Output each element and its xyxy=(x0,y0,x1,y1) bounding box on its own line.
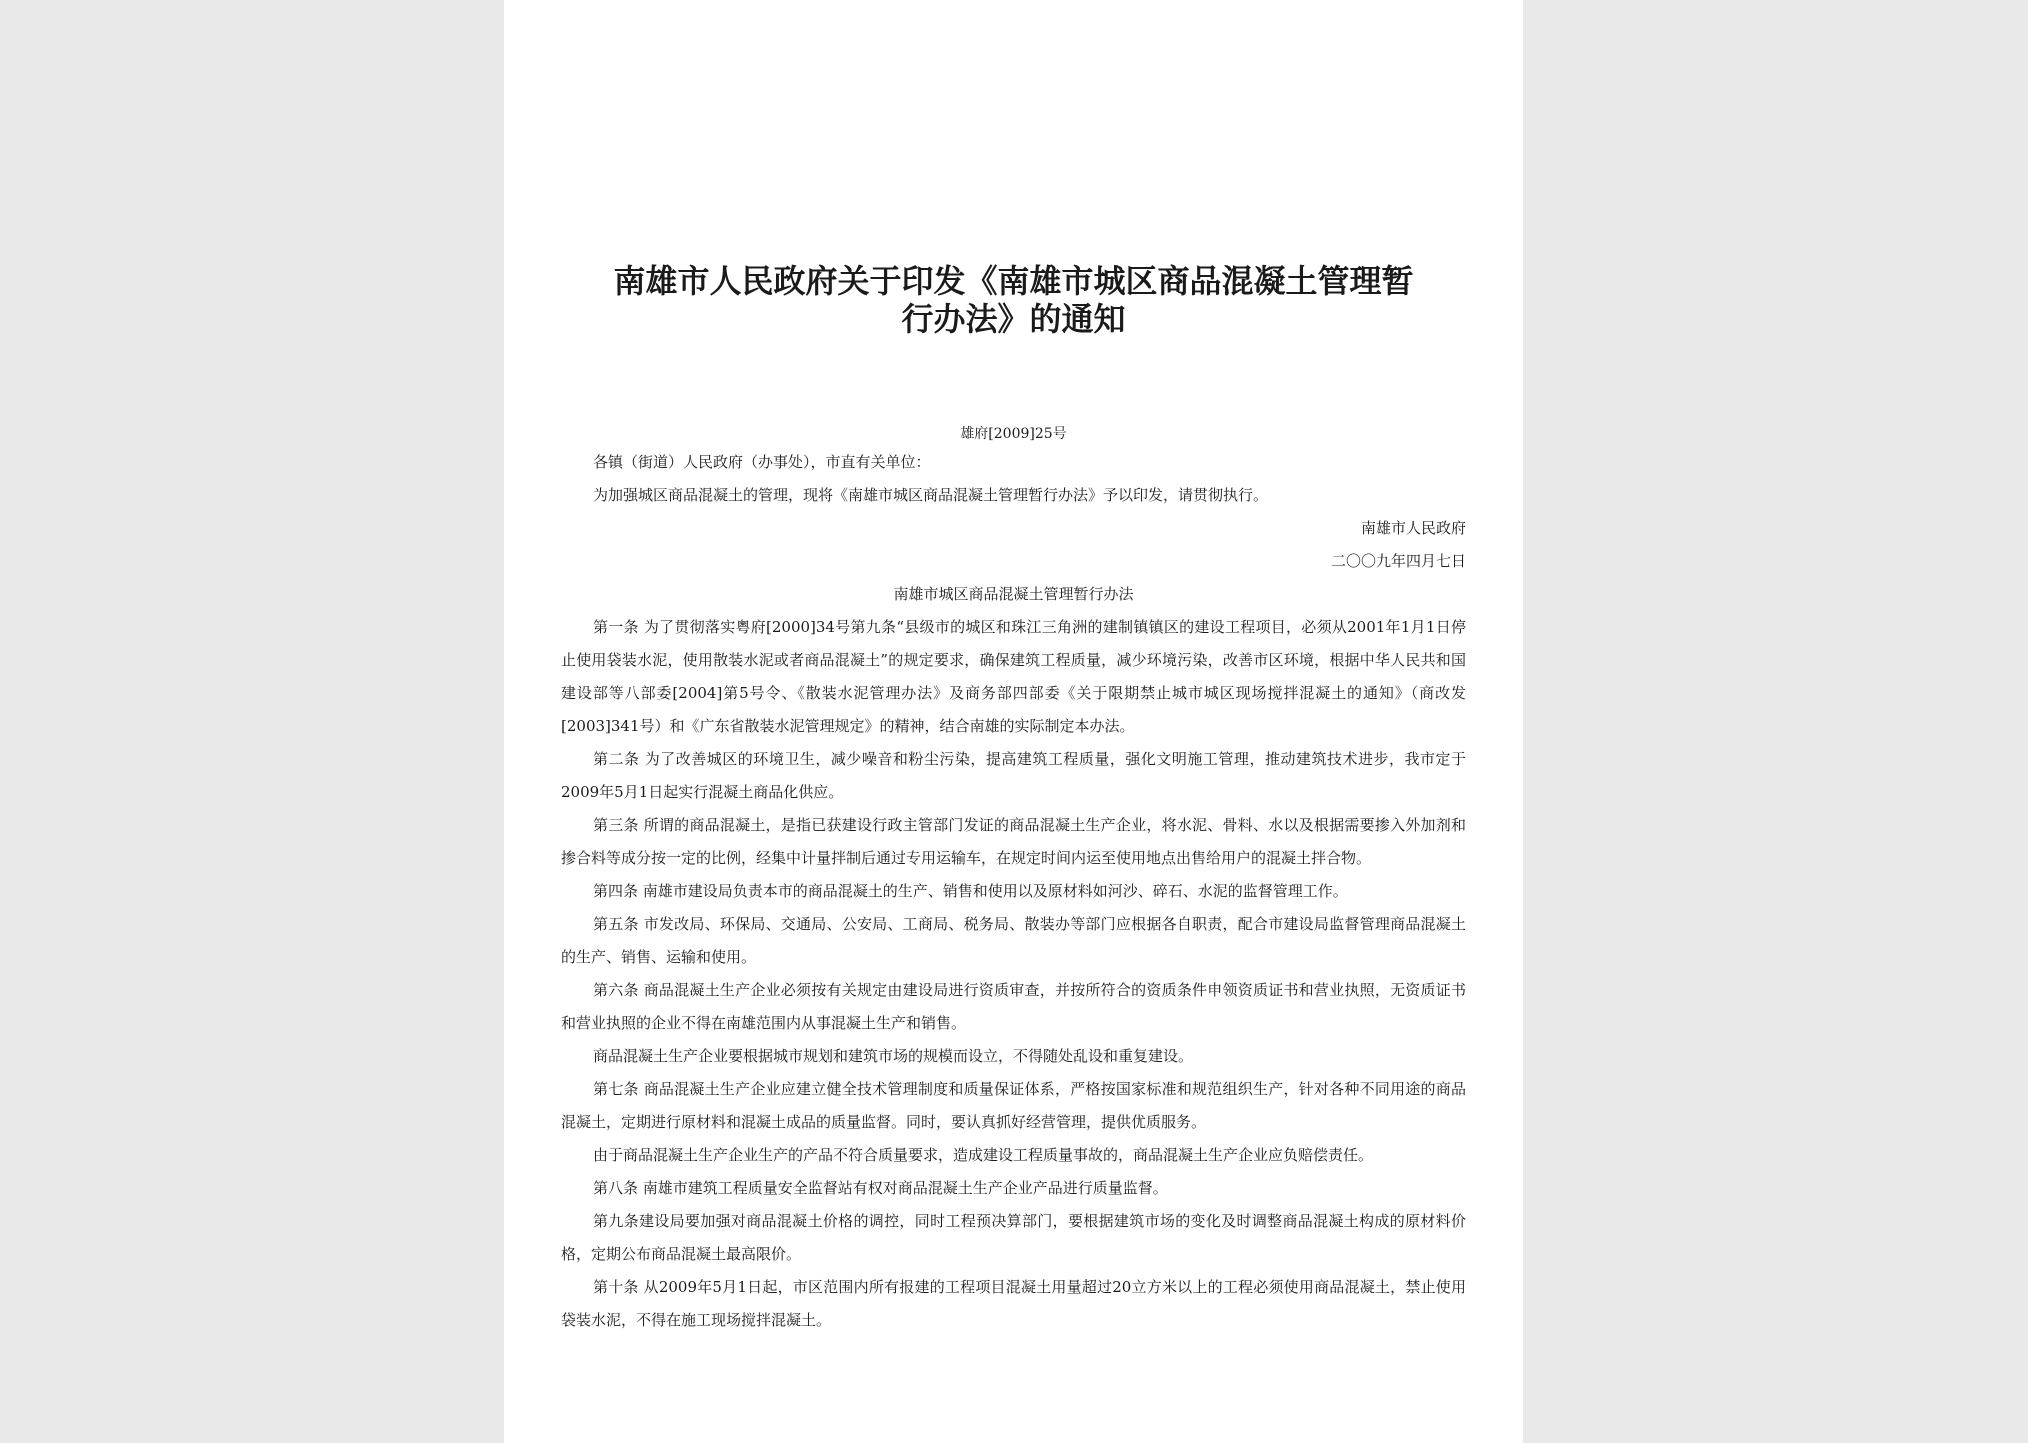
issue-date: 二〇〇九年四月七日 xyxy=(1330,552,1466,570)
document-page xyxy=(504,0,1523,1443)
document-body xyxy=(561,262,1466,1337)
article-paragraph: 第二条 为了改善城区的环境卫生，减少噪音和粉尘污染，提高建筑工程质量，强化文明施工管理，推动建筑技术进步，我市定于2009年5月1日起实行混凝土商品化供应。 xyxy=(561,750,1466,801)
article-paragraph: 第一条 为了贯彻落实粤府[2000]34号第九条“县级市的城区和珠江三角洲的建制镇镇区的建设工程项目，必须从2001年1月1日停止使用袋装水泥，使用散装水泥或者商品混凝土”的规定要求，确保建筑工程质量，减少环境污染，改善市区环境，根据中华人民共和国建设部等八部委[2004]第5号令、《散装水泥管理办法》及商务部四部委《关于限期禁止城市城区现场搅拌混凝土的通知》（商改发[2003]341号）和《广东省散装水泥管理规定》的精神，结合南雄的实际制定本办法。 xyxy=(561,618,1466,735)
article-paragraph: 由于商品混凝土生产企业生产的产品不符合质量要求，造成建设工程质量事故的，商品混凝土生产企业应负赔偿责任。 xyxy=(593,1146,1374,1164)
document-number: 雄府[2009]25号 xyxy=(960,426,1067,442)
article-paragraph: 第四条 南雄市建设局负责本市的商品混凝土的生产、销售和使用以及原材料如河沙、碎石、水泥的监督管理工作。 xyxy=(593,882,1348,900)
article-paragraph: 第七条 商品混凝土生产企业应建立健全技术管理制度和质量保证体系，严格按国家标准和规范组织生产，针对各种不同用途的商品混凝土，定期进行原材料和混凝土成品的质量监督。同时，要认真抓好经营管理，提供优质服务。 xyxy=(561,1080,1466,1131)
article-paragraph: 第八条 南雄市建筑工程质量安全监督站有权对商品混凝土生产企业产品进行质量监督。 xyxy=(593,1179,1168,1197)
article-paragraph: 第三条 所谓的商品混凝土，是指已获建设行政主管部门发证的商品混凝土生产企业，将水泥、骨料、水以及根据需要掺入外加剂和掺合料等成分按一定的比例，经集中计量拌制后通过专用运输车，在规定时间内运至使用地点出售给用户的混凝土拌合物。 xyxy=(561,816,1466,867)
intro-paragraph: 为加强城区商品混凝土的管理，现将《南雄市城区商品混凝土管理暂行办法》予以印发，请贯彻执行。 xyxy=(593,486,1269,504)
article-paragraph: 商品混凝土生产企业要根据城市规划和建筑市场的规模而设立，不得随处乱设和重复建设。 xyxy=(593,1047,1194,1065)
salutation: 各镇（街道）人民政府（办事处），市直有关单位： xyxy=(593,453,931,471)
article-paragraph: 第六条 商品混凝土生产企业必须按有关规定由建设局进行资质审查，并按所符合的资质条件申领资质证书和营业执照，无资质证书和营业执照的企业不得在南雄范围内从事混凝土生产和销售。 xyxy=(561,981,1466,1032)
article-paragraph: 第九条建设局要加强对商品混凝土价格的调控，同时工程预决算部门，要根据建筑市场的变化及时调整商品混凝土构成的原材料价格，定期公布商品混凝土最高限价。 xyxy=(561,1212,1466,1263)
article-paragraph: 第五条 市发改局、环保局、交通局、公安局、工商局、税务局、散装办等部门应根据各自职责，配合市建设局监督管理商品混凝土的生产、销售、运输和使用。 xyxy=(561,915,1466,966)
regulation-title: 南雄市城区商品混凝土管理暂行办法 xyxy=(893,585,1134,603)
document-title: 南雄市人民政府关于印发《南雄市城区商品混凝土管理暂行办法》的通知 xyxy=(613,262,1414,338)
article-paragraph: 第十条 从2009年5月1日起，市区范围内所有报建的工程项目混凝土用量超过20立方米以上的工程必须使用商品混凝土，禁止使用袋装水泥，不得在施工现场搅拌混凝土。 xyxy=(561,1278,1466,1329)
issuer: 南雄市人民政府 xyxy=(1360,519,1466,537)
